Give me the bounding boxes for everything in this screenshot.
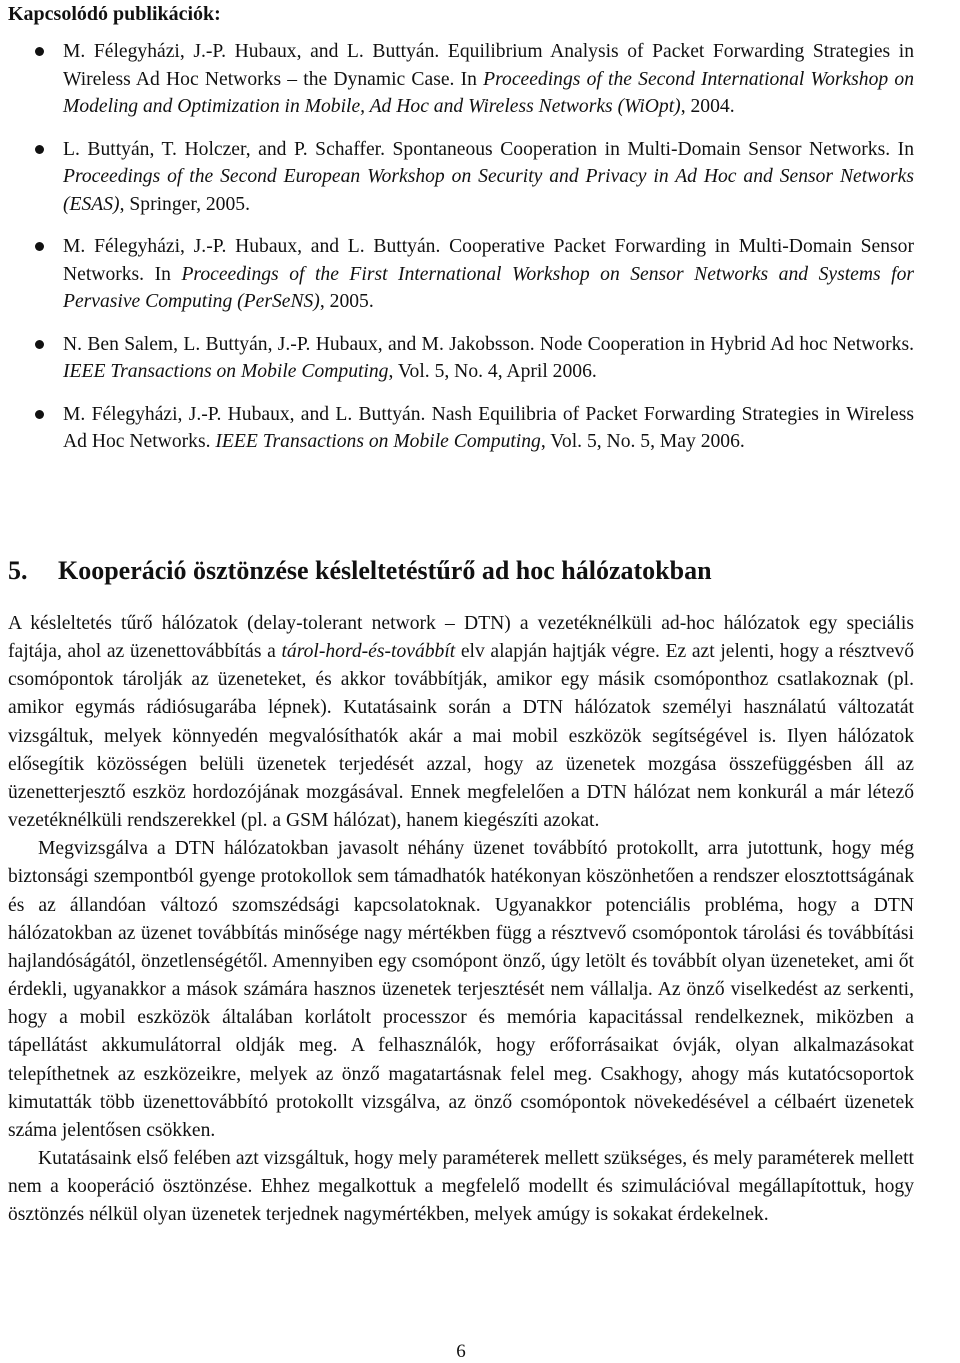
bullet-icon bbox=[35, 340, 44, 349]
related-publications-heading: Kapcsolódó publikációk: bbox=[8, 3, 221, 25]
publication-item bbox=[8, 233, 914, 316]
publication-venue: IEEE Transactions on Mobile Computing bbox=[63, 361, 389, 382]
publication-details: , Vol. 5, No. 5, May 2006. bbox=[540, 431, 745, 452]
bullet-icon bbox=[35, 242, 44, 251]
publication-details: , 2005. bbox=[319, 291, 374, 312]
publication-item bbox=[8, 331, 914, 386]
bullet-icon bbox=[35, 145, 44, 154]
page-number: 6 bbox=[456, 1341, 466, 1362]
publication-venue: Proceedings of the Second International Workshop on Modeling and Optimization in Mobile, Ad Hoc and Wireless Networks (WiOpt) bbox=[63, 68, 914, 117]
section-body bbox=[8, 610, 914, 1229]
paragraph: Kutatásaink első felében azt vizsgáltuk, hogy mely paraméterek mellett szükséges, és mely paraméterek mellett nem a kooperáció ösztönzése. Ehhez megalkottuk a megfelelő modellt és szimulációval megállapítottuk, hogy ösztönzés nélkül olyan üzenetek terjednek nagymértékben, melyek amúgy is sokakat érdekelnek. bbox=[8, 1147, 914, 1226]
publication-item bbox=[8, 136, 914, 219]
section-number: 5. bbox=[8, 556, 28, 585]
publication-authors-title: M. Félegyházi, J.-P. Hubaux, and L. Buttyán. Nash Equilibria of Packet Forwarding Strategies in Wireless Ad Hoc Networks. bbox=[63, 403, 914, 452]
bullet-icon bbox=[35, 47, 44, 56]
publication-authors-title: M. Félegyházi, J.-P. Hubaux, and L. Buttyán. Equilibrium Analysis of Packet Forwarding Strategies in Wireless Ad Hoc Networks – the Dynamic Case. In bbox=[63, 41, 914, 90]
publication-details: , 2004. bbox=[680, 96, 735, 117]
publication-item bbox=[8, 401, 914, 456]
section-heading bbox=[8, 554, 914, 588]
publication-details: , Vol. 5, No. 4, April 2006. bbox=[388, 361, 597, 382]
publication-details: , Springer, 2005. bbox=[119, 193, 250, 215]
publication-venue: Proceedings of the First International Workshop on Sensor Networks and Systems for Pervasive Computing (PerSeNS) bbox=[63, 263, 914, 312]
paragraph-text: A késleltetés tűrő hálózatok (delay-tolerant network – DTN) a vezetéknélküli ad-hoc hálózatok egy speciális fajtája, ahol az üzenettovábbítás a bbox=[8, 613, 914, 663]
publication-item bbox=[8, 38, 914, 121]
publication-authors-title: L. Buttyán, T. Holczer, and P. Schaffer. Spontaneous Cooperation in Multi-Domain Sensor Networks. In bbox=[63, 138, 914, 160]
publication-venue: Proceedings of the Second European Workshop on Security and Privacy in Ad Hoc and Sensor Networks (ESAS) bbox=[63, 166, 914, 215]
publication-authors-title: M. Félegyházi, J.-P. Hubaux, and L. Buttyán. Cooperative Packet Forwarding in Multi-Domain Sensor Networks. In bbox=[63, 236, 914, 285]
bullet-icon bbox=[35, 410, 44, 419]
paragraph-text: elv alapján hajtják végre. Ez azt jelenti, hogy a résztvevő csomópontok tárolják az üzeneteket, és akkor továbbítják, amikor egy másik csomóponthoz csatlakoznak (pl. amikor egymás rádiósugarába lépnek). Kutatásaink során a DTN hálózatok személyi használatú változatát vizsgáltuk, melyek könnyedén megvalósíthatók akár a mai mobil eszközök segítségével is. Ilyen hálózatok elősegítik közösségen belüli üzenetek terjedését azzal, hogy az üzenetek mozgása összefüggésben áll az üzenetterjesztő eszköz hordozójának mozgásával. Ennek megfelelően a DTN hálózat nem konkurál a már létező vezetéknélküli rendszerekkel (pl. a GSM hálózat), hanem kiegészíti azokat. bbox=[8, 641, 915, 832]
publication-authors-title: N. Ben Salem, L. Buttyán, J.-P. Hubaux, and M. Jakobsson. Node Cooperation in Hybrid Ad hoc Networks. bbox=[63, 333, 914, 355]
paragraph: Megvizsgálva a DTN hálózatokban javasolt néhány üzenet továbbító protokollt, arra jutottunk, hogy még biztonsági szempontból gyenge protokollok sem támadhatók hatékonyan köszönhetően a rendszer elosztottságának és az állandóan változó szomszédsági kapcsolatoknak. Ugyanakkor potenciális probléma, hogy a DTN hálózatokban az üzenet továbbítás minősége nagy mértékben függ a résztvevő csomópontok tárolási és továbbítási hajlandóságától, önzetlenségétől. Amennyiben egy csomópont önző, úgy letölt és továbbít olyan üzeneteket, ami őt érdekli, ugyanakkor a mások számára hasznos üzenetek terjesztését nem vállalja. Az önző viselkedést az serkenti, hogy a mobil eszközök általában korlátolt processzor és memória kapacitással rendelkeznek, miközben a tápellátást akkumulátorral oldják meg. A felhasználók, hogy erőforrásaikat óvják, olyan alkalmazásokat telepíthetnek az eszközeikre, melyek az önző magatartásnak felel meg. Csakhogy, ahogy más kutatócsoportok kimutatták több üzenettovábbító protokollt vizsgálva, az önző csomópontok növekedésével a célbaért üzenetek száma jelentősen csökken. bbox=[8, 838, 914, 1141]
section-title: Kooperáció ösztönzése késleltetéstűrő ad hoc hálózatokban bbox=[58, 556, 712, 585]
paragraph bbox=[8, 610, 914, 835]
emphasized-term: tárol-hord-és-továbbít bbox=[281, 641, 456, 663]
publication-list bbox=[8, 38, 914, 471]
publication-venue: IEEE Transactions on Mobile Computing bbox=[215, 431, 541, 452]
